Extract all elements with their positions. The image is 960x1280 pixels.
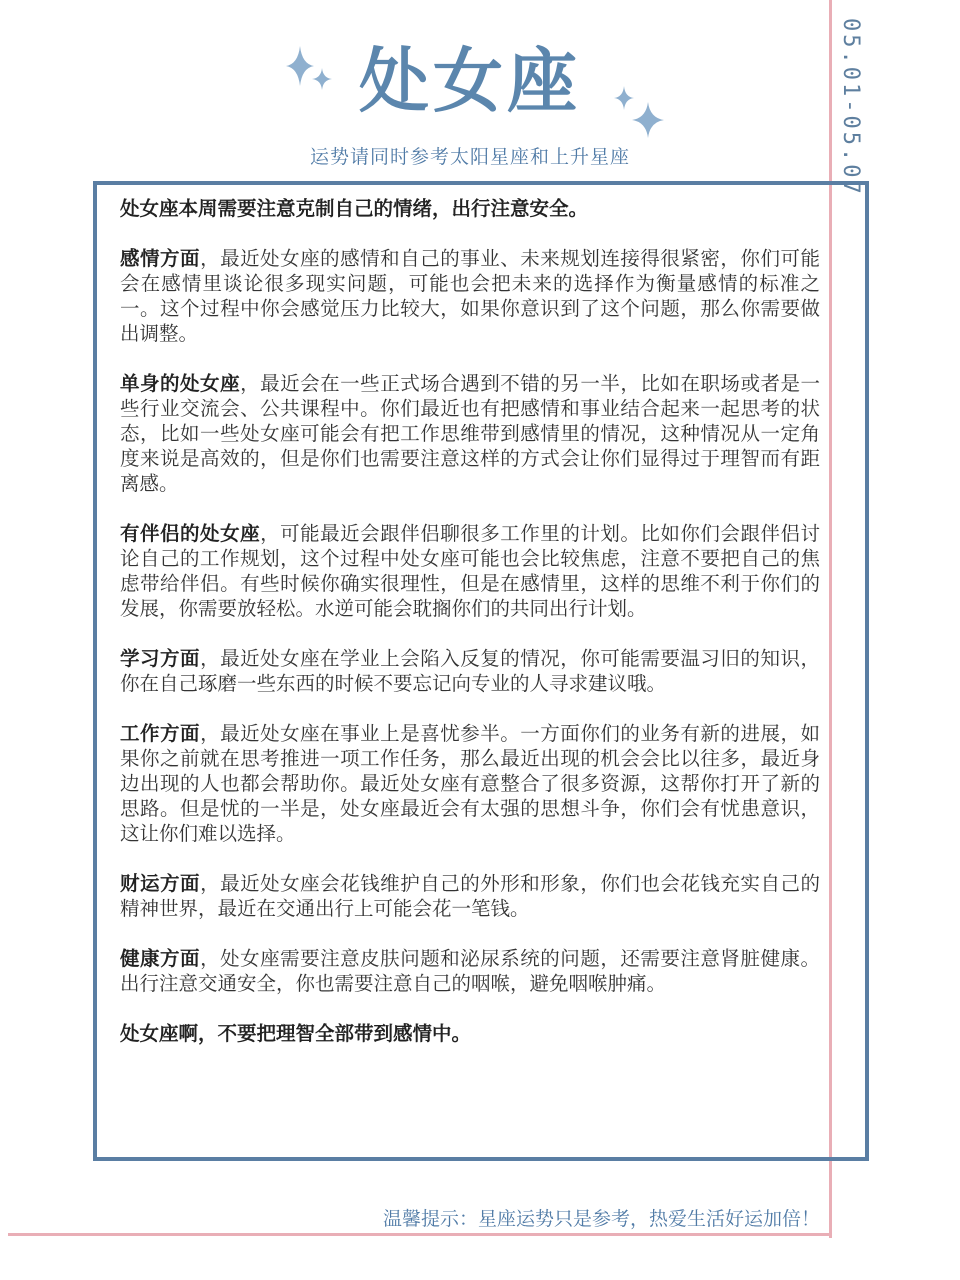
horoscope-content (120, 196, 820, 1071)
love-paragraph (120, 246, 820, 346)
money-paragraph (120, 871, 820, 921)
love-text: ，最近处女座的感情和自己的事业、未来规划连接得很紧密，你们可能会在感情里谈论很多现实问题，可能也会把未来的选择作为衡量感情的标准之一。这个过程中你会感觉压力比较大，如果你意识到了这个问题，那么你需要做出调整。 (120, 247, 820, 345)
single-paragraph (120, 371, 820, 496)
intro-text: 处女座本周需要注意克制自己的情绪，出行注意安全。 (120, 197, 589, 220)
health-text: ，处女座需要注意皮肤问题和泌尿系统的问题，还需要注意肾脏健康。出行注意交通安全，你也需要注意自己的咽喉，避免咽喉肿痛。 (120, 947, 820, 995)
money-label: 财运方面 (120, 872, 201, 895)
study-label: 学习方面 (120, 647, 201, 670)
study-text: ，最近处女座在学业上会陷入反复的情况，你可能需要温习旧的知识，你在自己琢磨一些东西的时候不要忘记向专业的人寻求建议哦。 (120, 647, 820, 695)
love-label: 感情方面 (120, 247, 201, 270)
closing-paragraph (120, 1021, 820, 1046)
single-label: 单身的处女座 (120, 372, 241, 395)
page-title: 处女座 (359, 40, 581, 122)
intro-paragraph (120, 196, 820, 221)
date-range: 05.01-05.07 (838, 18, 863, 197)
money-text: ，最近处女座会花钱维护自己的外形和形象，你们也会花钱充实自己的精神世界，最近在交通出行上可能会花一笔钱。 (120, 872, 820, 920)
work-paragraph (120, 721, 820, 846)
work-label: 工作方面 (120, 722, 201, 745)
pink-horizontal-line (8, 1233, 832, 1236)
partner-label: 有伴侣的处女座 (120, 522, 261, 545)
single-text: ，最近会在一些正式场合遇到不错的另一半，比如在职场或者是一些行业交流会、公共课程中。你们最近也有把感情和事业结合起来一起思考的状态，比如一些处女座可能会有把工作思维带到感情里的情况，这种情况从一定角度来说是高效的，但是你们也需要注意这样的方式会让你们显得过于理智而有距离感。 (120, 372, 820, 495)
work-text: ，最近处女座在事业上是喜忧参半。一方面你们的业务有新的进展，如果你之前就在思考推进一项工作任务，那么最近出现的机会会比以往多，最近身边出现的人也都会帮助你。最近处女座有意整合了很多资源，这帮你打开了新的思路。但是忧的一半是，处女座最近会有太强的思想斗争，你们会有忧患意识，这让你们难以选择。 (120, 722, 820, 845)
closing-text: 处女座啊，不要把理智全部带到感情中。 (120, 1022, 472, 1045)
partner-text: ，可能最近会跟伴侣聊很多工作里的计划。比如你们会跟伴侣讨论自己的工作规划，这个过程中处女座可能也会比较焦虑，注意不要把自己的焦虑带给伴侣。有些时候你确实很理性，但是在感情里，这样的思维不利于你们的发展，你需要放轻松。水逆可能会耽搁你们的共同出行计划。 (120, 522, 820, 620)
health-paragraph (120, 946, 820, 996)
health-label: 健康方面 (120, 947, 201, 970)
footer-tip: 温馨提示：星座运势只是参考，热爱生活好运加倍！ (382, 1208, 820, 1230)
partner-paragraph (120, 521, 820, 621)
study-paragraph (120, 646, 820, 696)
subtitle: 运势请同时参考太阳星座和上升星座 (309, 146, 630, 168)
